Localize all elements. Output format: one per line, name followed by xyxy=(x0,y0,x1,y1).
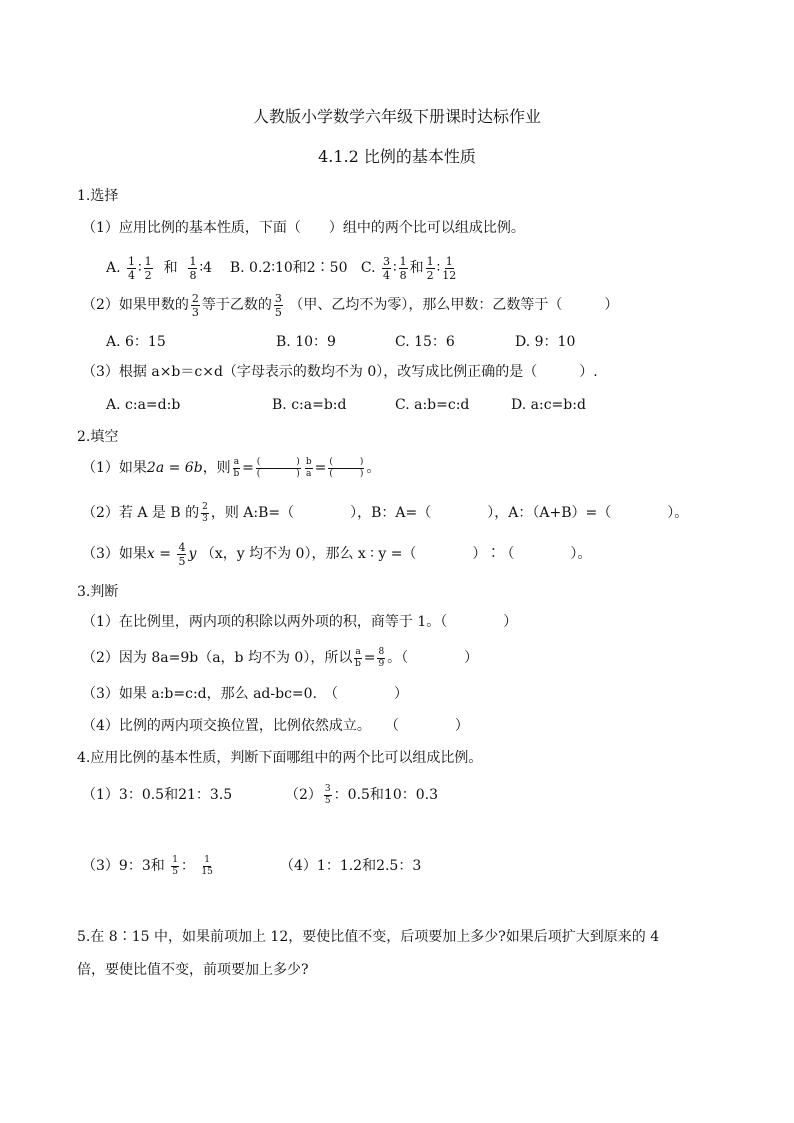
s1-q3-option-d: D. a:c=b:d xyxy=(511,397,586,413)
fraction: $\frac{1}{8}$ xyxy=(399,254,407,282)
page-subtitle: 4.1.2 比例的基本性质 xyxy=(318,147,476,166)
page-title: 人教版小学数学六年级下册课时达标作业 xyxy=(252,107,541,126)
fraction: $\frac{1}{15}$ xyxy=(201,854,213,877)
s1-q3-option-c: C. a:b=c:d xyxy=(395,397,470,413)
fraction: $\frac{3}{4}$ xyxy=(382,254,390,282)
fraction: $\frac{3}{5}$ xyxy=(324,783,331,806)
fraction: $\frac{2}{3}$ xyxy=(191,291,199,319)
s1-q3-stem: （3）根据 a×b＝c×d（字母表示的数均不为 0），改写成比例正确的是（ ）. xyxy=(82,364,598,380)
fraction: $\frac{1}{8}$ xyxy=(189,254,197,282)
fraction: $\frac{8}{9}$ xyxy=(378,646,385,669)
s2-q1: （1）如果2a = 6b，则 $\frac{a}{b}$ = $\frac{( )}{( )}$ $\frac{b}{a}$ = $\frac{( )}{( )}$ 。 xyxy=(82,456,381,479)
s1-q3-option-b: B. c:a=b:d xyxy=(272,397,347,413)
s1-q2-option-b: B. 10：9 xyxy=(276,334,336,350)
s2-q3: （3）如果x = $\frac{4}{5}$ y （x，y 均不为 0），那么 x ∶ y =（ ）∶（ ）。 xyxy=(82,540,592,568)
s3-q1: （1）在比例里，两内项的积除以两外项的积，商等于 1。（ ） xyxy=(82,614,518,630)
s3-q4: （4）比例的两内项交换位置，比例依然成立。 （ ） xyxy=(82,718,469,734)
fraction: $\frac{a}{b}$ xyxy=(233,456,240,479)
s3-q3: （3）如果 a:b=c:d，那么 ad-bc=0. （ ） xyxy=(82,686,409,702)
fraction: $\frac{1}{5}$ xyxy=(172,854,178,877)
blank-fraction: $\frac{( )}{( )}$ xyxy=(329,456,364,479)
section-1-heading: 1.选择 xyxy=(77,188,119,204)
s4-q2: （2） $\frac{3}{5}$ ：0.5和10：0.3 xyxy=(285,783,438,806)
fraction: $\frac{4}{5}$ xyxy=(178,540,186,568)
s1-q2-option-a: A. 6：15 xyxy=(106,334,166,350)
fraction: $\frac{2}{3}$ xyxy=(202,501,208,524)
s4-q4: （4）1：1.2和2.5：3 xyxy=(280,858,422,874)
fraction: $\frac{1}{2}$ xyxy=(426,254,434,282)
s5-line-1: 5.在 8∶15 中，如果前项加上 12，要使比值不变，后项要加上多少?如果后项扩大到原来的 4 xyxy=(77,929,660,945)
section-4-heading: 4.应用比例的基本性质，判断下面哪组中的两个比可以组成比例。 xyxy=(77,750,483,766)
s4-q1: （1）3：0.5和21：3.5 xyxy=(82,787,233,803)
s3-q2: （2）因为 8a=9b（a，b 均不为 0），所以 $\frac{a}{b}$ = $\frac{8}{9}$ 。（ ） xyxy=(82,646,479,669)
section-2-heading: 2.填空 xyxy=(77,429,119,445)
fraction: $\frac{a}{b}$ xyxy=(355,646,361,669)
fraction: $\frac{1}{12}$ xyxy=(442,254,457,282)
s1-q3-option-a: A. c:a=d:b xyxy=(106,397,181,413)
fraction: $\frac{b}{a}$ xyxy=(305,456,312,479)
blank-fraction: $\frac{( )}{( )}$ xyxy=(256,456,300,479)
s1-q2-option-c: C. 15：6 xyxy=(395,334,455,350)
section-3-heading: 3.判断 xyxy=(77,584,119,600)
s1-q1-stem: （1）应用比例的基本性质，下面（ ）组中的两个比可以组成比例。 xyxy=(82,220,525,236)
s5-line-2: 倍，要使比值不变，前项要加上多少? xyxy=(77,962,309,978)
s1-q2-option-d: D. 9：10 xyxy=(515,334,576,350)
fraction: $\frac{1}{2}$ xyxy=(144,254,152,282)
fraction: $\frac{1}{4}$ xyxy=(128,254,136,282)
s4-q3: （3）9：3和 $\frac{1}{5}$ ： $\frac{1}{15}$ xyxy=(82,854,213,877)
s1-q2-stem: （2）如果甲数的 $\frac{2}{3}$ 等于乙数的 $\frac{3}{5}$ （甲、乙均不为零），那么甲数：乙数等于（ ） xyxy=(82,291,619,319)
s2-q2: （2）若 A 是 B 的 $\frac{2}{3}$ ，则 A:B=（ ），B：A=（ ），A：（A+B）=（ ）。 xyxy=(82,501,689,524)
s1-q1-options: A. $\frac{1}{4}$ ∶ $\frac{1}{2}$ 和 $\frac{1}{8}$ ∶4 B. 0.2∶10和2∶50 C. $\frac{3}{4}$ ∶ $\frac{1}{8}$ 和 $\frac{1}{2}$ ∶ $\frac{1}{12}$ xyxy=(106,254,457,282)
fraction: $\frac{3}{5}$ xyxy=(274,291,282,319)
